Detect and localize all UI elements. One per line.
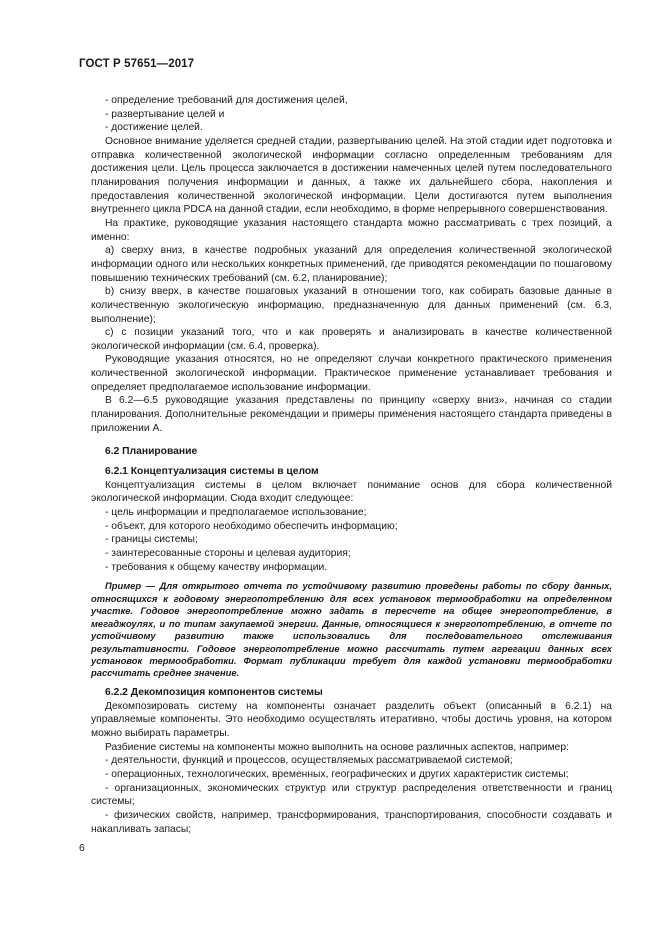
page-body <box>91 94 612 836</box>
intro-list-item: - развертывание целей и <box>105 108 225 120</box>
paragraph-decomposition: Декомпозировать систему на компоненты означает разделить объект (описанный в 6.2.1) на управляемые компоненты. Это необходимо осуществлять итеративно, чтобы достичь уровня, на котором можно выбирать параметры. <box>91 700 612 739</box>
conceptualization-list-item: - объект, для которого необходимо обеспечить информацию; <box>105 520 398 532</box>
conceptualization-list-item: - границы системы; <box>105 534 198 546</box>
aspect-list-item: - деятельности, функций и процессов, осуществляемых рассматриваемой системой; <box>105 755 513 767</box>
page-number: 6 <box>79 843 85 854</box>
standard-header: ГОСТ Р 57651—2017 <box>79 58 195 70</box>
paragraph-top-down: В 6.2—6.5 руководящие указания представлены по принципу «сверху вниз», начиная со стадии планирования. Дополнительные рекомендации и примеры применения настоящего стандарта приведены в приложении А. <box>91 395 612 434</box>
paragraph-breakdown-aspects: Разбиение системы на компоненты можно выполнить на основе различных аспектов, например: <box>105 741 569 753</box>
subsection-heading-6-2-2: 6.2.2 Декомпозиция компонентов системы <box>105 686 323 698</box>
conceptualization-list-item: - цель информации и предполагаемое использование; <box>105 507 367 519</box>
section-heading-6-2: 6.2 Планирование <box>105 446 198 458</box>
aspect-list-item: - операционных, технологических, временных, географических и других характеристик системы; <box>105 768 569 780</box>
paragraph-guidance: Руководящие указания относятся, но не определяют случаи конкретного практического применения количественной экологической информации. Практическое применение устанавливает требования и определяет предполагаемое использование информации. <box>91 354 612 393</box>
paragraph-positions: На практике, руководящие указания настоящего стандарта можно рассматривать с трех позиций, а именно: <box>91 217 612 243</box>
aspect-list-item: - физических свойств, например, трансформирования, транспортирования, способности создавать и накапливать запасы; <box>91 809 612 835</box>
paragraph-conceptualization: Концептуализация системы в целом включает понимание основ для сбора количественной экологической информации. Сюда входит следующее: <box>91 479 612 505</box>
position-c: c) с позиции указаний того, что и как проверять и анализировать в качестве количественной экологической информации (см. 6.4, проверка). <box>91 327 612 352</box>
aspect-list-item: - организационных, экономических структур или структур распределения ответственности и границ системы; <box>91 782 612 808</box>
intro-list-item: - достижение целей. <box>105 122 203 134</box>
paragraph-main-focus: Основное внимание уделяется средней стадии, развертыванию целей. На этой стадии идет подготовка и отправка количественной экологической информации согласно определенным требованиям для достижения цели. Цель процесса заключается в достижении намеченных целей путем последовательного планирования получения информации и данных, а также их дальнейшего сбора, накопления и предоставления количественной экологической информации. Цели достигаются путем выполнения внутреннего цикла PDCA на данной стадии, если необходимо, в форме непрерывного совершенствования. <box>91 135 612 216</box>
conceptualization-list-item: - заинтересованные стороны и целевая аудитория; <box>105 548 351 559</box>
subsection-heading-6-2-1: 6.2.1 Концептуализация системы в целом <box>105 466 319 478</box>
example-note: Пример — Для открытого отчета по устойчивому развитию проведены работы по сбору данных, относящихся к годовому энергопотреблению для всех установок термообработки на определенном участке. Годовое энергопотребление можно задать в пересчете на общее энергопотребление, в мегаджоулях, и по типам закупаемой энергии. Данные, относящиеся к энергопотреблению, в отчете по устойчивому развитию также использовались для последовательного отслеживания результативности. Годовое энергопотребление можно рассчитать путем агрегации данных всех установок термообработки. Формат публикации требует для каждой установки термообработки рассчитать среднее значение. <box>91 580 612 679</box>
conceptualization-list-item: - требования к общему качеству информации. <box>105 561 328 573</box>
intro-list-item: - определение требований для достижения целей, <box>105 95 348 106</box>
position-a: a) сверху вниз, в качестве подробных указаний для определения количественной экологической информации одного или нескольких конкретных применений, где приводятся рекомендации по пошаговому повышению технических требований (см. 6.2, планирование); <box>91 245 612 284</box>
position-b: b) снизу вверх, в качестве пошаговых указаний в отношении того, как собирать базовые данные в количественную экологическую информацию, предназначенную для данных применений (см. 6.3, выполнение); <box>91 286 612 325</box>
